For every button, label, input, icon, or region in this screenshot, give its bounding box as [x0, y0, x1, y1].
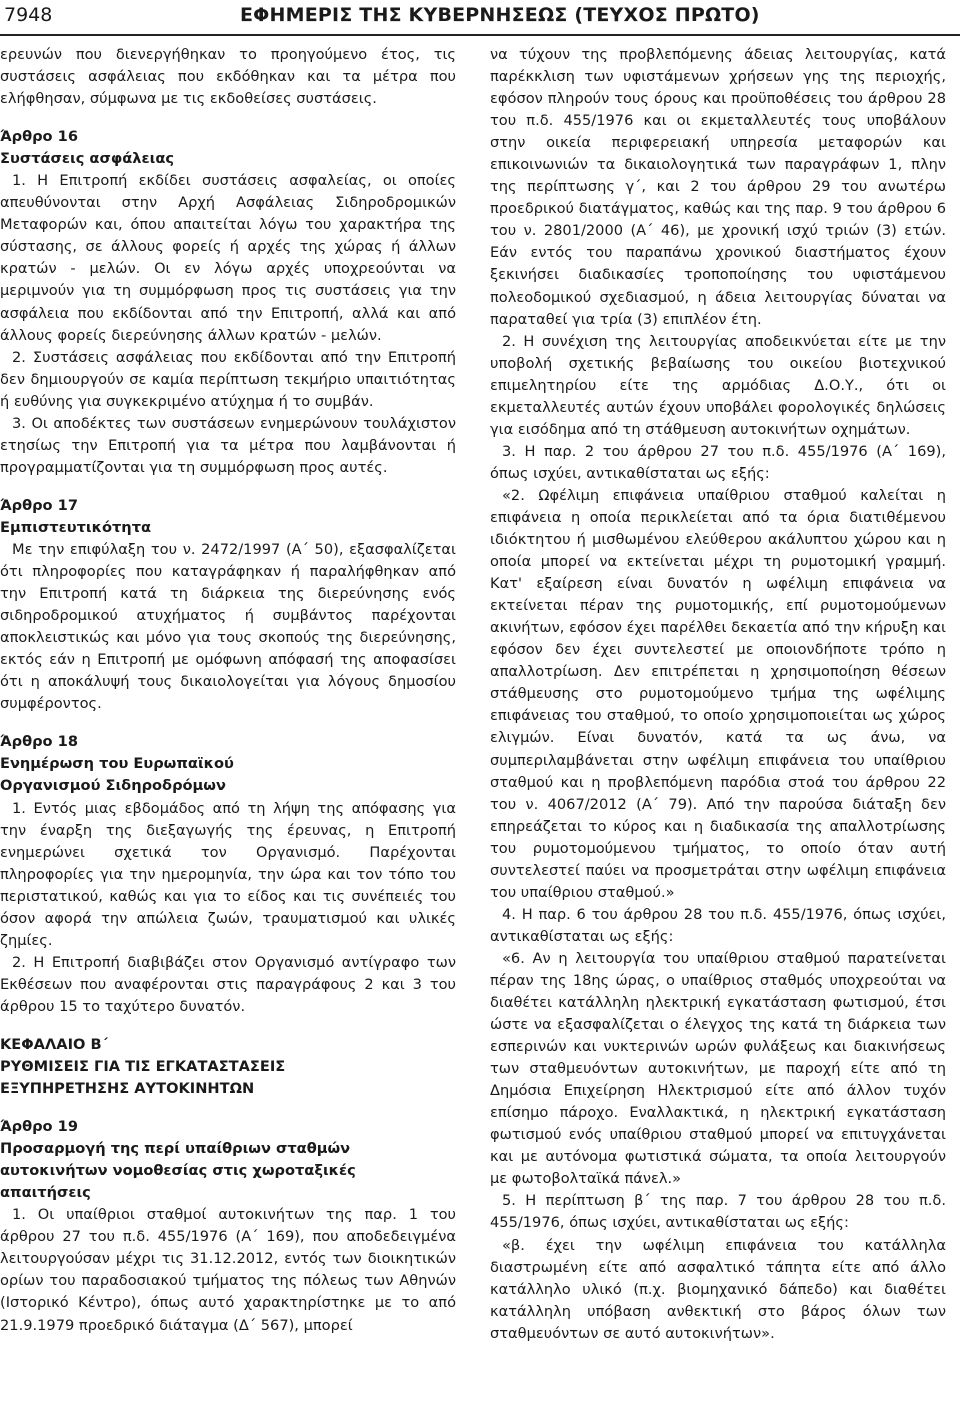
article-19-paragraph-4-quote: «6. Αν η λειτουργία του υπαίθριου σταθμού παρατείνεται πέραν της 18ης ώρας, ο υπαίθριος σταθμός υποχρεούται να διαθέτει κατάλληλη ηλεκτρική εγκατάσταση φωτισμού, έτσι ώστε να εξασφαλίζεται ο έλεγχος της κατά τη διάρκεια των εσπερινών και νυκτερινών ωρών φυλάξεως και διακινήσεως των σταθμευόντων αυτοκινήτων, με παροχή είτε από τη Δημόσια Επιχείρηση Ηλεκτρισμού είτε από άλλον τυχόν επίσημο πάροχο. Εναλλακτικά, η ηλεκτρική εγκατάσταση φωτισμού ενός υπαίθριου σταθμού μπορεί να επιτυγχάνεται και με αυτόνομα φωτιστικά σώματα, τα οποία λειτουργούν με φωτοβολταϊκά πάνελ.»: [490, 949, 946, 1188]
article-16-subtitle: Συστάσεις ασφάλειας: [0, 150, 174, 168]
left-column: [0, 44, 456, 1337]
chapter-subtitle-line-2: ΕΞΥΠΗΡΕΤΗΣΗΣ ΑΥΤΟΚΙΝΗΤΩΝ: [0, 1080, 255, 1098]
article-16-paragraph-1: 1. Η Επιτροπή εκδίδει συστάσεις ασφαλείας, οι οποίες απευθύνονται στην Αρχή Ασφάλειας Σιδηροδρομικών Μεταφορών και, όπου απαιτείται λόγω του χαρακτήρα της σύστασης, σε άλλους φορείς ή αρχές της χώρας ή άλλων κρατών - μελών. Οι εν λόγω αρχές υποχρεούνται να μεριμνούν για τη συμμόρφωση προς τις συστάσεις για την ασφάλεια που εκδίδονται από την Επιτροπή, αλλά και από άλλους φορείς διερεύνησης άλλων κρατών - μελών.: [0, 172, 456, 344]
article-19-subtitle-line-3: απαιτήσεις: [0, 1184, 91, 1202]
article-19-subtitle-line-2: αυτοκινήτων νομοθεσίας στις χωροταξικές: [0, 1162, 356, 1180]
page-number: 7948: [4, 4, 53, 26]
article-19-paragraph-3-quote: «2. Ωφέλιμη επιφάνεια υπαίθριου σταθμού καλείται η επιφάνεια η οποία περικλείεται από τα όρια διατιθέμενου ιδιόκτητου ή μισθωμένου ελεύθερου ακάλυπτου χώρου και η οποία μπορεί να εκτείνεται μέχρι τη ρυμοτομική γραμμή. Κατ' εξαίρεση είναι δυνατόν η ωφέλιμη επιφάνεια να εκτείνεται πέραν της ρυμοτομικής, επί ρυμοτομούμενων ακινήτων, εφόσον έχει παρέλθει δεκαετία από την κήρυξη και εφόσον δεν έχει συντελεστεί με οποιονδήποτε τρόπο η απαλλοτρίωση. Δεν επιτρέπεται η χρησιμοποίηση θέσεων στάθμευσης στο ρυμοτομούμενο τμήμα της ωφέλιμης επιφάνειας του σταθμού, το οποίο χρησιμοποιείται ως χώρος ελιγμών. Είναι δυνατόν, κατά τα ως άνω, να συμπεριλαμβάνεται στην ωφέλιμη επιφάνεια του υπαίθριου σταθμού και η προβλεπόμενη παρόδια στοά του άρθρου 22 του ν. 4067/2012 (Α΄ 79). Από την παρούσα διάταξη δεν επηρεάζεται το κύρος και η διαδικασία της απαλλοτρίωσης του ρυμοτομούμενου τμήματος, το οποίο όταν αυτή συντελεστεί παύει να προσμετράται στην ωφέλιμη επιφάνεια του υπαίθριου σταθμού.»: [490, 486, 946, 901]
article-18-subtitle-line-1: Ενημέρωση του Ευρωπαϊκού: [0, 755, 234, 773]
article-17-title: Άρθρο 17: [0, 496, 78, 514]
header-rule: [0, 34, 960, 36]
article-19-paragraph-5-quote: «β. έχει την ωφέλιμη επιφάνεια του κατάλληλα διαστρωμένη είτε από ασφαλτικό τάπητα είτε από άλλο κατάλληλο υλικό (π.χ. βιομηχανικό δάπεδο) και διαθέτει κατάλληλη υπόβαση ανθεκτική στο βάρος όλων των σταθμευόντων σε αυτό αυτοκινήτων».: [490, 1236, 946, 1342]
article-19-title: Άρθρο 19: [0, 1118, 78, 1136]
article-18-paragraph-1: 1. Εντός μιας εβδομάδος από τη λήψη της απόφασης για την έναρξη της διεξαγωγής της έρευνας, η Επιτροπή ενημερώνει σχετικά τον Οργανισμό. Παρέχονται πληροφορίες για την ημερομηνία, την ώρα και τον τόπο του περιστατικού, καθώς και για το είδος και τις συνέπειές του όσον αφορά την απώλεια ζωών, τραυματισμού και υλικές ζημίες.: [0, 799, 456, 949]
article-19-paragraph-2: 2. Η συνέχιση της λειτουργίας αποδεικνύεται είτε με την υποβολή σχετικής βεβαίωσης του οικείου βιοτεχνικού επιμελητηρίου είτε της αρμόδιας Δ.Ο.Υ., ότι οι εκμεταλλευτές αυτών έχουν υποβάλει φορολογικές δηλώσεις για εισόδημα από τη στάθμευση αυτοκινήτων οχημάτων.: [490, 332, 946, 438]
article-18-title: Άρθρο 18: [0, 733, 78, 751]
chapter-subtitle-line-1: ΡΥΘΜΙΣΕΙΣ ΓΙΑ ΤΙΣ ΕΓΚΑΤΑΣΤΑΣΕΙΣ: [0, 1058, 286, 1076]
page-header: [0, 0, 960, 34]
paragraph-continuation: να τύχουν της προβλεπόμενης άδειας λειτουργίας, κατά παρέκκλιση των υφιστάμενων χρήσεων γης της περιοχής, εφόσον πληρούν τους όρους και προϋποθέσεις του άρθρου 28 του π.δ. 455/1976 και οι εκμεταλλευτές τους υποβάλουν στην οικεία περιφερειακή υπηρεσία μεταφορών και επικοινωνιών τα δικαιολογητικά των παραγράφων 1, πλην της περίπτωσης γ΄, και 2 του άρθρου 29 του ανωτέρω προεδρικού διατάγματος, καθώς και της παρ. 9 του άρθρου 6 του ν. 2801/2000 (Α΄ 46), με χρονική ισχύ τριών (3) ετών. Εάν εντός του παραπάνω χρονικού διαστήματος έχουν ξεκινήσει διαδικασίες τροποποίησης του υφιστάμενου πολεοδομικού σχεδιασμού, η άδεια λειτουργίας δύναται να παραταθεί για τρία (3) επιπλέον έτη.: [490, 46, 946, 328]
chapter-title: ΚΕΦΑΛΑΙΟ Β΄: [0, 1035, 109, 1053]
article-18-paragraph-2: 2. Η Επιτροπή διαβιβάζει στον Οργανισμό αντίγραφο των Εκθέσεων που αναφέρονται στις παραγράφους 2 και 3 του άρθρου 15 το ταχύτερο δυνατόν.: [0, 953, 456, 1015]
article-19-paragraph-3: 3. Η παρ. 2 του άρθρου 27 του π.δ. 455/1976 (Α΄ 169), όπως ισχύει, αντικαθίσταται ως εξής:: [490, 442, 946, 482]
article-16-paragraph-2: 2. Συστάσεις ασφάλειας που εκδίδονται από την Επιτροπή δεν δημιουργούν σε καμία περίπτωση τεκμήριο υπαιτιότητας ή ευθύνης για συγκεκριμένο ατύχημα ή το συμβάν.: [0, 348, 456, 410]
article-17-subtitle: Εμπιστευτικότητα: [0, 518, 152, 536]
article-16-title: Άρθρο 16: [0, 128, 78, 146]
article-16-paragraph-3: 3. Οι αποδέκτες των συστάσεων ενημερώνουν τουλάχιστον ετησίως την Επιτροπή για τα μέτρα που λαμβάνονται ή προγραμματίζονται για τη συμμόρφωση προς αυτές.: [0, 414, 456, 476]
right-column: [490, 44, 946, 1345]
article-19-subtitle-line-1: Προσαρμογή της περί υπαίθριων σταθμών: [0, 1140, 351, 1158]
paragraph-intro: ερευνών που διενεργήθηκαν το προηγούμενο έτος, τις συστάσεις ασφάλειας που εκδόθηκαν και τα μέτρα που ελήφθησαν, σύμφωνα με τις εκδοθείσες συστάσεις.: [0, 46, 456, 108]
article-19-paragraph-1: 1. Οι υπαίθριοι σταθμοί αυτοκινήτων της παρ. 1 του άρθρου 27 του π.δ. 455/1976 (Α΄ 169), που αποδεδειγμένα λειτουργούσαν μέχρι τις 31.12.2012, εντός των διοικητικών ορίων του παραδοσιακού τμήματος της πόλεως των Αθηνών (Ιστορικό Κέντρο), όπως αυτό χαρακτηρίστηκε με το από 21.9.1979 προεδρικό διάταγμα (Δ΄ 567), μπορεί: [0, 1206, 456, 1334]
article-19-paragraph-5: 5. Η περίπτωση β΄ της παρ. 7 του άρθρου 28 του π.δ. 455/1976, όπως ισχύει, αντικαθίσταται ως εξής:: [490, 1192, 946, 1232]
article-17-paragraph-1: Με την επιφύλαξη του ν. 2472/1997 (Α΄ 50), εξασφαλίζεται ότι πληροφορίες που καταγράφηκαν ή παραλήφθηκαν από την Επιτροπή κατά τη διάρκεια της διερεύνησης ενός σιδηροδρομικού ατυχήματος ή συμβάντος παρέχονται αποκλειστικώς και μόνο για τους σκοπούς της διερεύνησης, εκτός εάν η Επιτροπή με ομόφωνη απόφασή της αποφασίσει ότι η αποκάλυψή τους δικαιολογείται για λόγους δημοσίου συμφέροντος.: [0, 540, 456, 713]
article-19-paragraph-4: 4. Η παρ. 6 του άρθρου 28 του π.δ. 455/1976, όπως ισχύει, αντικαθίσταται ως εξής:: [490, 905, 946, 945]
article-18-subtitle-line-2: Οργανισμού Σιδηροδρόμων: [0, 777, 226, 795]
gazette-title: ΕΦΗΜΕΡΙΣ ΤΗΣ ΚΥΒΕΡΝΗΣΕΩΣ (ΤΕΥΧΟΣ ΠΡΩΤΟ): [240, 4, 760, 26]
